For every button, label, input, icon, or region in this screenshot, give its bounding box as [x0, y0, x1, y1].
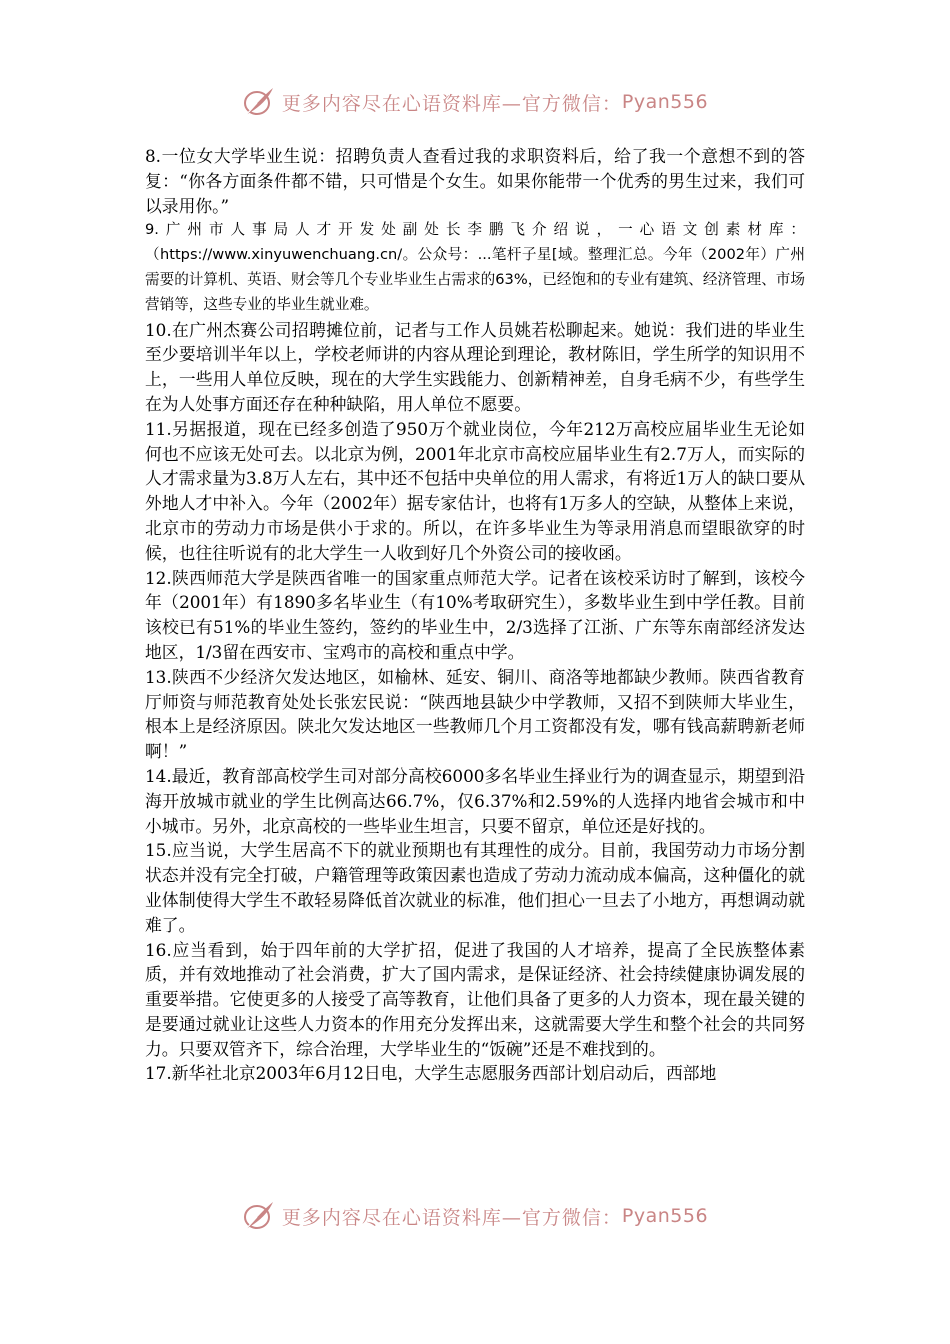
- banner-handle: Pyan556: [621, 1205, 709, 1227]
- banner-text: 更多内容尽在心语资料库—官方微信：: [281, 92, 622, 115]
- paragraph-17: 17.新华社北京2003年6月12日电，大学生志愿服务西部计划启动后，西部地: [145, 1063, 717, 1084]
- paragraph-12: 12.陕西师范大学是陕西省唯一的国家重点师范大学。记者在该校采访时了解到，该校今年（2001年）有1890多名毕业生（有10%考取研究生），多数毕业生到中学任教。目前该校已有51%的毕业生签约，签约的毕业生中，2/3选择了江浙、广东等东南部经济发达地区，1/3留在西安市、宝鸡市的高校和重点中学。: [145, 567, 805, 662]
- footer-banner: [0, 1196, 950, 1236]
- paragraph-8: 8.一位女大学毕业生说：招聘负责人查看过我的求职资料后，给了我一个意想不到的答复：“你各方面条件都不错，只可惜是个女生。如果你能带一个优秀的男生过来，我们可以录用你。”: [145, 146, 805, 216]
- paragraph-15: 15.应当说，大学生居高不下的就业预期也有其理性的成分。目前，我国劳动力市场分割状态并没有完全打破，户籍管理等政策因素也造成了劳动力流动成本偏高，这种僵化的就业体制使得大学生不敢轻易降低首次就业的标准，他们担心一旦去了小地方，再想调动就难了。: [145, 840, 805, 935]
- paragraph-9: 9.广州市人事局人才开发处副处长李鹏飞介绍说，一心语文创素材库：（https://www.xinyuwenchuang.cn/。公众号：...笔杆子星[域。整理汇总。今年（2002年）广州需要的计算机、英语、财会等几个专业毕业生占需求的63%，已经饱和的专业有建筑、经济管理、市场营销等，这些专业的毕业生就业难。: [145, 221, 805, 313]
- paragraph-14: 14.最近，教育部高校学生司对部分高校6000多名毕业生择业行为的调查显示，期望到沿海开放城市就业的学生比例高达66.7%，仅6.37%和2.59%的人选择内地省会城市和中小城市。另外，北京高校的一些毕业生坦言，只要不留京，单位还是好找的。: [145, 765, 805, 836]
- paragraph-10: 10.在广州杰赛公司招聘摊位前，记者与工作人员姚若松聊起来。她说：我们进的毕业生至少要培训半年以上，学校老师讲的内容从理论到理论，教材陈旧，学生所学的知识用不上，一些用人单位反映，现在的大学生实践能力、创新精神差，自身毛病不少，有些学生在为人处事方面还存在种种缺陷，用人单位不愿要。: [145, 319, 805, 414]
- document-body: [145, 144, 805, 1086]
- paragraph-13: 13.陕西不少经济欠发达地区，如榆林、延安、铜川、商洛等地都缺少教师。陕西省教育厅师资与师范教育处处长张宏民说：“陕西地县缺少中学教师，又招不到陕师大毕业生，根本上是经济原因。陕北欠发达地区一些教师几个月工资都没有发，哪有钱高薪聘新老师啊！”: [145, 666, 805, 762]
- banner-handle: Pyan556: [621, 91, 709, 113]
- feather-quill-icon: [242, 1199, 276, 1233]
- paragraph-16: 16.应当看到，始于四年前的大学扩招，促进了我国的人才培养，提高了全民族整体素质，并有效地推动了社会消费，扩大了国内需求，是保证经济、社会持续健康协调发展的重要举措。它使更多的人接受了高等教育，让他们具备了更多的人力资本，现在最关键的是要通过就业让这些人力资本的作用充分发挥出来，这就需要大学生和整个社会的共同努力。只要双管齐下，综合治理，大学毕业生的“饭碗”还是不难找到的。: [145, 939, 805, 1059]
- banner-text: 更多内容尽在心语资料库—官方微信：: [281, 1206, 622, 1229]
- feather-quill-icon: [242, 85, 276, 119]
- header-banner: [0, 82, 950, 122]
- paragraph-11: 11.另据报道，现在已经多创造了950万个就业岗位，今年212万高校应届毕业生无论如何也不应该无处可去。以北京为例，2001年北京市高校应届毕业生有2.7万人，而实际的人才需求量为3.8万人左右，其中还不包括中央单位的用人需求，有将近1万人的缺口要从外地人才中补入。今年（2002年）据专家估计，也将有1万多人的空缺，从整体上来说，北京市的劳动力市场是供小于求的。所以，在许多毕业生为等录用消息而望眼欲穿的时候，也往往听说有的北大学生一人收到好几个外资公司的接收函。: [145, 418, 805, 563]
